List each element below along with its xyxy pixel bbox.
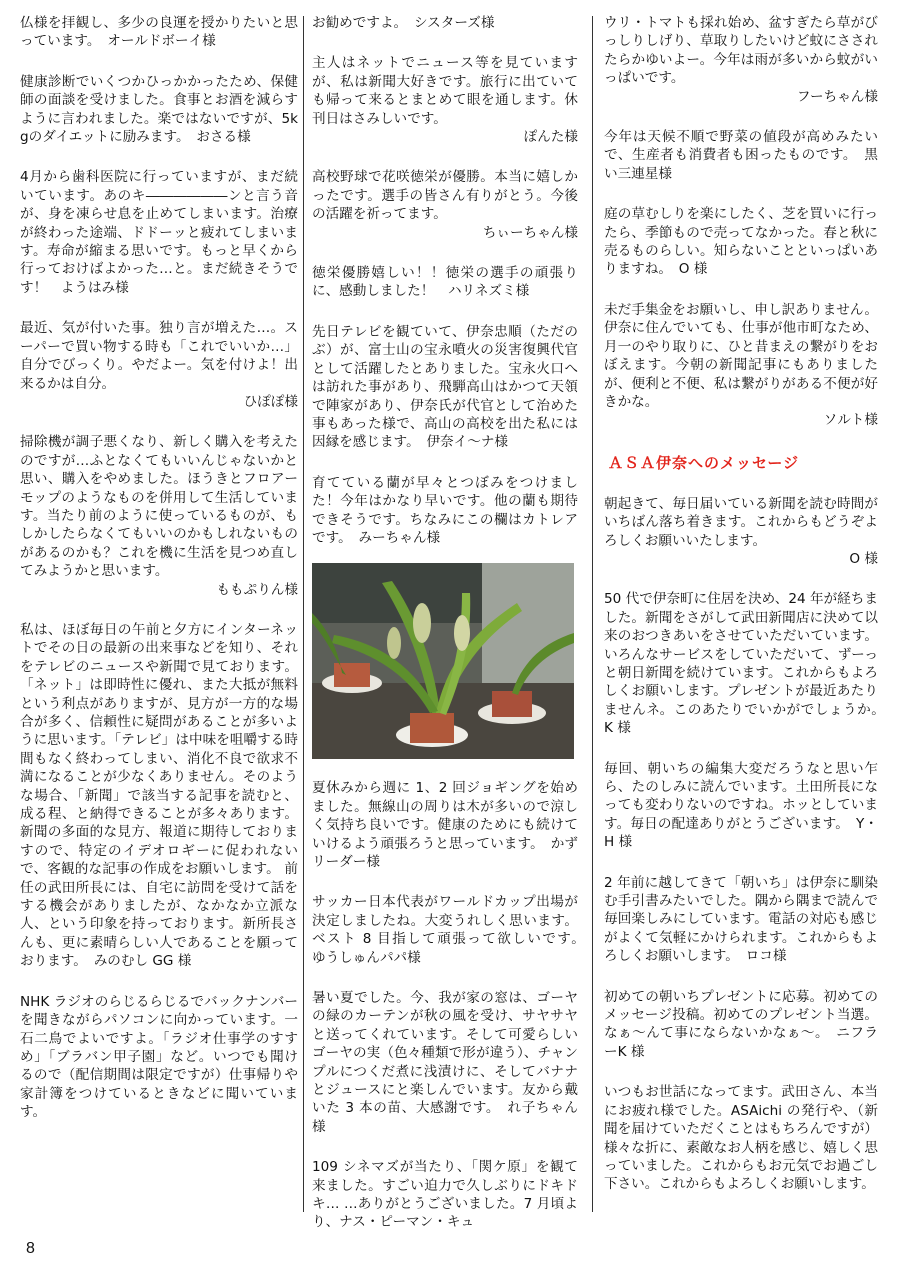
message-signature: ぽんた様 — [523, 129, 578, 146]
message-signature: ももぷりん様 — [216, 581, 298, 598]
message-signature: 黒い三連星様 — [604, 147, 879, 182]
message-signature: ロコ様 — [745, 948, 787, 965]
message-signature: かずリーダー様 — [312, 835, 578, 870]
column-2-bottom — [312, 779, 578, 1232]
reader-message — [604, 760, 878, 852]
message-signature: O 様 — [678, 261, 708, 278]
message-signature: ニフラーK 様 — [604, 1025, 879, 1060]
column-1 — [20, 14, 298, 1144]
reader-message — [312, 264, 578, 301]
message-signature: ひぽぽ様 — [243, 393, 298, 410]
message-text: 50 代で伊奈町に住居を決め、24 年が経ちました。新聞をさがして武田新聞店に決めて以来のおつきあいをさせていただいています。いろんなサービスをしていただいて、ずーっと朝日新聞を続けています。これからもよろしくお願いします。プレゼントが最近あたりませんネ。このあたりでいかがでしょうか。 — [604, 591, 878, 718]
message-text: 育てている蘭が早々とつぼみをつけました！今年はかなり早いです。他の蘭も期待できそうです。ちなみにこの欄はカトレアです。 — [312, 474, 578, 546]
message-text: 仏様を拝観し、多少の良運を授かりたいと思っています。 — [20, 15, 298, 50]
reader-message — [604, 301, 878, 430]
message-text: 今年は天候不順で野菜の値段が高めみたいで、生産者も消費者も困ったものです。 — [604, 129, 878, 164]
message-text: 徳栄優勝嬉しい！！徳栄の選手の頑張りに、感動しました！ — [312, 265, 578, 300]
message-signature: みーちゃん様 — [358, 529, 441, 546]
reader-message — [312, 1158, 578, 1232]
message-signature: オールドボーイ様 — [107, 33, 216, 50]
message-text: NHK ラジオのらじるらじるでバックナンバーを聞きながらパソコンに向かっています。一石二鳥でよいですよ。「ラジオ仕事学のすすめ」「ブラバン甲子園」など。いつでも聞けるので（配信期間は限定ですが）仕事帰りや家計簿をつけているときなどに聞いています。 — [20, 993, 298, 1121]
message-signature: れ子ちゃん様 — [312, 1100, 579, 1135]
message-text: 高校野球で花咲徳栄が優勝。本当に嬉しかったです。選手の皆さん有りがとう。今後の活躍を祈ってます。 — [312, 169, 578, 223]
message-signature: ちぃーちゃん様 — [482, 224, 578, 241]
reader-message — [20, 14, 298, 51]
reader-message — [20, 319, 298, 411]
message-signature: ゆうしゅんパパ様 — [312, 949, 421, 966]
message-text: 4月から歯科医院に行っていますが、まだ続いています。あのキ――――――ンと言う音が、身を凍らせ息を止めてしまいます。治療が終わった途端、ドドーッと疲れてしまいます。寿命が縮まる思いです。もっと早くから行っておけばよかった…と。まだ続きそうです！ — [20, 169, 298, 296]
orchid-illustration — [312, 563, 574, 759]
column-3-top — [604, 14, 878, 430]
message-text: 健康診断でいくつかひっかかったため、保健師の面談を受けました。食事とお酒を減らすように言われました。楽ではないですが、5kgのダイエットに励みます。 — [20, 73, 298, 146]
message-text: いつもお世話になってます。武田さん、本当にお疲れ様でした。ASAichi の発行や、（新聞を届けていただくことはもちろんですが）様々な折に、素敵なお人柄を感じ、嬉しく思っていました。これからもお元気でお過ごし下さい。これからもよろしくお願いします。 — [604, 1084, 878, 1193]
reader-message — [20, 73, 298, 147]
reader-message — [312, 54, 578, 146]
reader-message — [312, 14, 578, 32]
column-3 — [604, 14, 878, 1216]
message-text: ウリ・トマトも採れ始め、盆すぎたら草がびっしりしげり、草取りしたいけど蚊にさされたらかゆいよー。今年は雨が多いから蚊がいっぱいです。 — [604, 15, 878, 87]
message-text: 先日テレビを観ていて、伊奈忠順（ただのぶ）が、富士山の宝永噴火の災害復興代官として活躍したとありました。宝永火口へは訪れた事があり、飛騨高山はかつて天領で陣家があり、伊奈氏が代官として治めた事もあった様で、高山の高校を出た私には因縁を感じます。 — [312, 323, 578, 451]
reader-message — [312, 893, 578, 967]
reader-message — [604, 590, 878, 737]
message-text: サッカー日本代表がワールドカップ出場が決定しましたね。大変うれしく思います。ベスト 8 目指して頑張って欲しいです。 — [312, 894, 578, 948]
message-text: 朝起きて、毎日届いている新聞を読む時間がいちばん落ち着きます。これからもどうぞよろしくお願いいたします。 — [604, 495, 878, 549]
message-signature: シスターズ様 — [413, 15, 495, 31]
reader-message — [20, 168, 298, 297]
message-signature: フーちゃん様 — [796, 88, 878, 105]
reader-message — [312, 168, 578, 242]
message-text: 未だ手集金をお願いし、申し訳ありません。伊奈に住んでいても、仕事が他市町なため、月一のやり取りに、ひと昔まえの繋がりをおぼえます。今朝の新聞記事にもありましたが、便利と不便、私は繋がりがある不便が好きかな。 — [604, 301, 878, 410]
message-signature: K 様 — [604, 720, 631, 737]
column-3-bottom — [604, 495, 878, 1194]
reader-message — [604, 14, 878, 106]
reader-message — [604, 874, 878, 966]
message-text: 掃除機が調子悪くなり、新しく購入を考えたのですが…ふとなくてもいいんじゃないかと思い、購入をやめました。ほうきとフロアーモップのようなものを併用して生活しています。当たり前のように使っているものが、もしかしたらなくてもいいのかもしれないものがあるのかも？これを機に生活を見つめ直してみようかと思います。 — [20, 434, 298, 580]
reader-message — [312, 989, 578, 1136]
message-text: 夏休みから週に 1、2 回ジョギングを始めました。無線山の周りは木が多いので涼しく気持ち良いです。健康のためにも続けていけるよう頑張ろうと思っています。 — [312, 780, 578, 852]
section-heading: ＡＳＡ伊奈へのメッセージ — [608, 453, 800, 472]
message-text: 109 シネマズが当たり、「関ケ原」を観て来ました。すごい迫力で久しぶりにドキドキ… …ありがとうございました。7 月頃より、ナス・ピーマン・キュ — [312, 1159, 578, 1231]
message-signature: 伊奈イ～ナ様 — [426, 434, 509, 451]
message-text: 主人はネットでニュース等を見ていますが、私は新聞大好きです。旅行に出ていても帰って来るとまとめて眼を通します。休刊日はさみしいです。 — [312, 55, 578, 127]
message-signature: おさる様 — [196, 129, 251, 146]
message-signature: ようはみ様 — [60, 279, 129, 296]
message-signature: O 様 — [849, 550, 878, 567]
message-signature: ソルト様 — [823, 412, 878, 429]
column-2-top — [312, 14, 578, 547]
message-signature: みのむし GG 様 — [93, 953, 192, 970]
reader-message — [20, 433, 298, 599]
reader-message — [604, 205, 878, 279]
reader-message — [604, 128, 878, 183]
message-signature: Y・H 様 — [604, 815, 878, 851]
message-text: 最近、気が付いた事。独り言が増えた…。スーパーで買い物する時も「これでいいか…」自分でびっくり。やだよー。気を付けよ！出来るかは自分。 — [20, 320, 298, 392]
column-divider — [592, 16, 593, 1212]
message-text: 庭の草むしりを楽にしたく、芝を買いに行ったら、季節もので売ってなかった。春と秋に売るものらしい。知らないことといっぱいありますね。 — [604, 206, 878, 278]
message-text: 私は、ほぼ毎日の午前と夕方にインターネットでその日の最新の出来事などを知り、それをテレビのニュースや新聞で見ております。「ネット」は即時性に優れ、また大抵が無料という利点がありますが、見方が一方的な場合が多く、信頼性に疑問があることが多いように思います。「テレビ」は中味を咀嚼する時間もなく終わってしまい、消化不良で欲求不満になることが少なくありません。そのような場合、「新聞」で該当する記事を読むと、成る程、と納得できることが多々あります。新聞の多面的な見方、報道に期待しておりますので、特定のイデオロギーに促われないで、客観的な記事の作成をお願いします。 前任の武田所長には、自宅に訪問を受けて話をする機会がありましたが、なかなか立派な人、という印象を持っております。新所長さんも、更に素晴らしい人であることを願っております。 — [20, 621, 298, 970]
page-number: 8 — [26, 1240, 35, 1257]
reader-message — [604, 988, 878, 1062]
reader-message — [312, 474, 578, 548]
message-text: 毎回、朝いちの編集大変だろうなと思い乍ら、たのしみに読んでいます。土田所長になっても変わりないのですね。ホッとしています。毎日の配達ありがとうございます。 — [604, 760, 878, 832]
column-2 — [312, 14, 578, 1254]
message-text: 初めての朝いちプレゼントに応募。初めてのメッセージ投稿。初めてのプレゼント当選。なぁ～んて事にならないかなぁ～。 — [604, 988, 878, 1042]
reader-message — [20, 621, 298, 971]
reader-message — [20, 993, 298, 1122]
reader-message — [312, 323, 578, 452]
cattleya-orchid-photo — [312, 563, 574, 759]
message-signature: ハリネズミ様 — [447, 283, 530, 300]
reader-message — [604, 495, 878, 569]
reader-message — [604, 1083, 878, 1193]
message-text: 2 年前に越してきて「朝いち」は伊奈に馴染む手引書みたいでした。隅から隅まで読んで毎回楽しみにしています。電話の対応も感じがよくて気軽にかけられます。これからもよろしくお願いします。 — [604, 874, 878, 965]
reader-message — [312, 779, 578, 871]
column-divider — [303, 16, 304, 1212]
message-text: 暑い夏でした。今、我が家の窓は、ゴーヤの緑のカーテンが秋の風を受け、サヤサヤと送ってくれています。そして可愛らしいゴーヤの実（色々種類で形が違う）、チャンプルにつくだ煮に浅漬けに、そしてバナナとジュースにと楽しんでいます。友から戴いた 3 本の苗、大感謝です。 — [312, 990, 578, 1117]
message-text: お勧めですよ。 — [312, 15, 401, 31]
